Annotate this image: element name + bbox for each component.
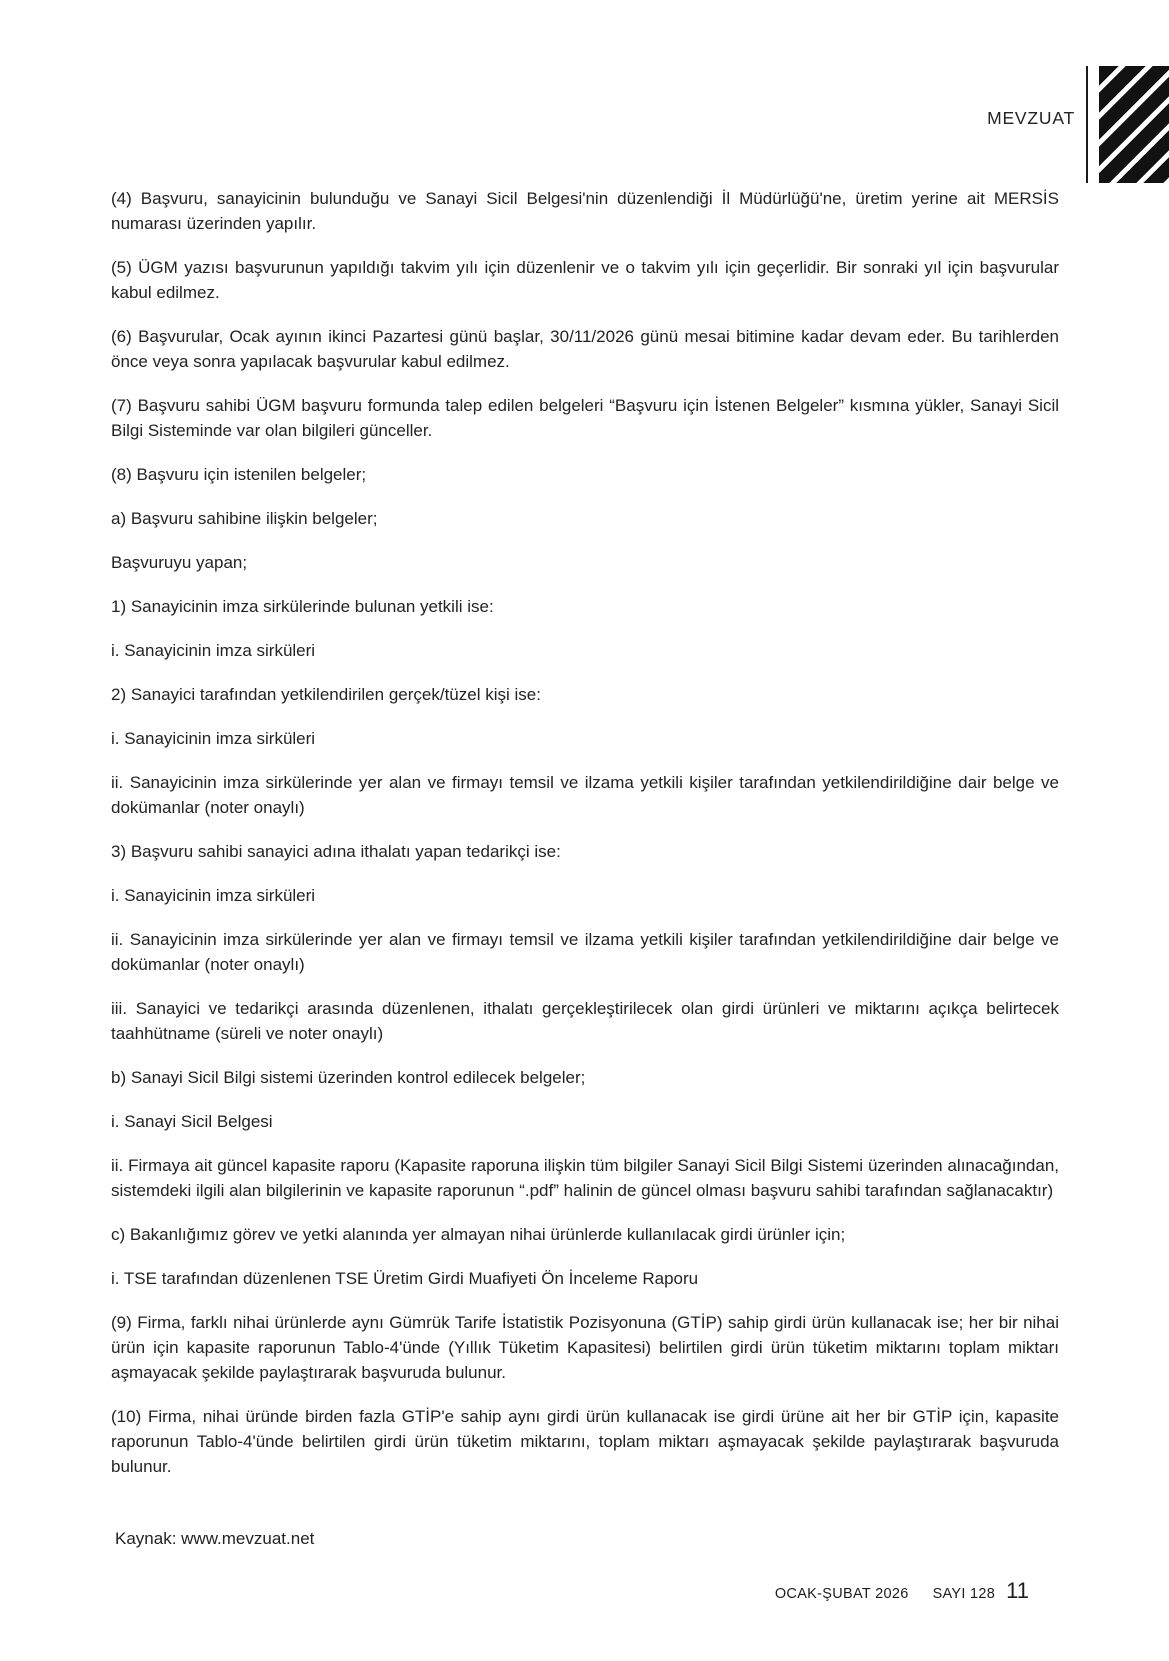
paragraph: 3) Başvuru sahibi sanayici adına ithalatı yapan tedarikçi ise: — [111, 842, 561, 861]
paragraph: ii. Sanayicinin imza sirkülerinde yer alan ve firmayı temsil ve ilzama yetkili kişiler tarafından yetkilendirildiğine dair belge ve dokümanlar (noter onaylı) — [111, 773, 1059, 817]
paragraph: b) Sanayi Sicil Bilgi sistemi üzerinden kontrol edilecek belgeler; — [111, 1068, 586, 1087]
paragraph: Başvuruyu yapan; — [111, 553, 248, 572]
paragraph: i. Sanayicinin imza sirküleri — [111, 729, 316, 748]
paragraph: (9) Firma, farklı nihai ürünlerde aynı Gümrük Tarife İstatistik Pozisyonuna (GTİP) sahip girdi ürün kullanacak ise; her bir nihai ürün için kapasite raporunun Tablo-4'ünde (Yıllık Tüketim Kapasitesi) belirtilen girdi ürün tüketim miktarını toplam miktarı aşmayacak şekilde paylaştırarak başvuruda bulunur. — [111, 1313, 1059, 1382]
paragraph: ii. Firmaya ait güncel kapasite raporu (Kapasite raporuna ilişkin tüm bilgiler Sanayi Sicil Bilgi Sistemi üzerinden alınacağından, sistemdeki ilgili alan bilgilerinin ve kapasite raporunun “.pdf” halinin de güncel olması başvuru sahibi tarafından sağlanacaktır) — [111, 1156, 1059, 1200]
source-line: Kaynak: www.mevzuat.net — [115, 1529, 315, 1548]
page-title: MEVZUAT — [987, 108, 1075, 128]
paragraph: i. Sanayi Sicil Belgesi — [111, 1112, 273, 1131]
footer-page-number: 11 — [1006, 1578, 1029, 1603]
paragraph: ii. Sanayicinin imza sirkülerinde yer alan ve firmayı temsil ve ilzama yetkili kişiler tarafından yetkilendirildiğine dair belge ve dokümanlar (noter onaylı) — [111, 930, 1059, 974]
diagonal-stripes-icon — [1099, 66, 1169, 183]
paragraph: (5) ÜGM yazısı başvurunun yapıldığı takvim yılı için düzenlenir ve o takvim yılı için geçerlidir. Bir sonraki yıl için başvurular kabul edilmez. — [111, 258, 1059, 302]
footer-issue-number: SAYI 128 — [932, 1586, 996, 1602]
paragraph: 2) Sanayici tarafından yetkilendirilen gerçek/tüzel kişi ise: — [111, 685, 541, 704]
document-body — [111, 186, 1059, 1498]
paragraph: (8) Başvuru için istenilen belgeler; — [111, 465, 367, 484]
footer-issue-period: OCAK-ŞUBAT 2026 — [774, 1586, 909, 1602]
paragraph: iii. Sanayici ve tedarikçi arasında düzenlenen, ithalatı gerçekleştirilecek olan girdi ürünleri ve miktarını açıkça belirtecek taahhütname (süreli ve noter onaylı) — [111, 999, 1059, 1043]
paragraph: (4) Başvuru, sanayicinin bulunduğu ve Sanayi Sicil Belgesi'nin düzenlendiği İl Müdürlüğü'ne, üretim yerine ait MERSİS numarası üzerinden yapılır. — [111, 189, 1059, 233]
paragraph: (7) Başvuru sahibi ÜGM başvuru formunda talep edilen belgeleri “Başvuru için İstenen Belgeler” kısmına yükler, Sanayi Sicil Bilgi Sisteminde var olan bilgileri günceller. — [111, 396, 1059, 440]
paragraph: i. TSE tarafından düzenlenen TSE Üretim Girdi Muafiyeti Ön İnceleme Raporu — [111, 1269, 699, 1288]
paragraph: 1) Sanayicinin imza sirkülerinde bulunan yetkili ise: — [111, 597, 494, 616]
paragraph: c) Bakanlığımız görev ve yetki alanında yer almayan nihai ürünlerde kullanılacak girdi ürünler için; — [111, 1225, 846, 1244]
paragraph: (10) Firma, nihai üründe birden fazla GTİP'e sahip aynı girdi ürün kullanacak ise girdi ürüne ait her bir GTİP için, kapasite raporunun Tablo-4'ünde belirtilen girdi ürün tüketim miktarını, toplam miktarı aşmayacak şekilde paylaştırarak başvuruda bulunur. — [111, 1407, 1059, 1476]
paragraph: a) Başvuru sahibine ilişkin belgeler; — [111, 509, 378, 528]
page-footer — [775, 1578, 1029, 1604]
paragraph: (6) Başvurular, Ocak ayının ikinci Pazartesi günü başlar, 30/11/2026 günü mesai bitimine kadar devam eder. Bu tarihlerden önce veya sonra yapılacak başvurular kabul edilmez. — [111, 327, 1059, 371]
header-vertical-rule — [1086, 66, 1088, 183]
paragraph: i. Sanayicinin imza sirküleri — [111, 886, 316, 905]
paragraph: i. Sanayicinin imza sirküleri — [111, 641, 316, 660]
